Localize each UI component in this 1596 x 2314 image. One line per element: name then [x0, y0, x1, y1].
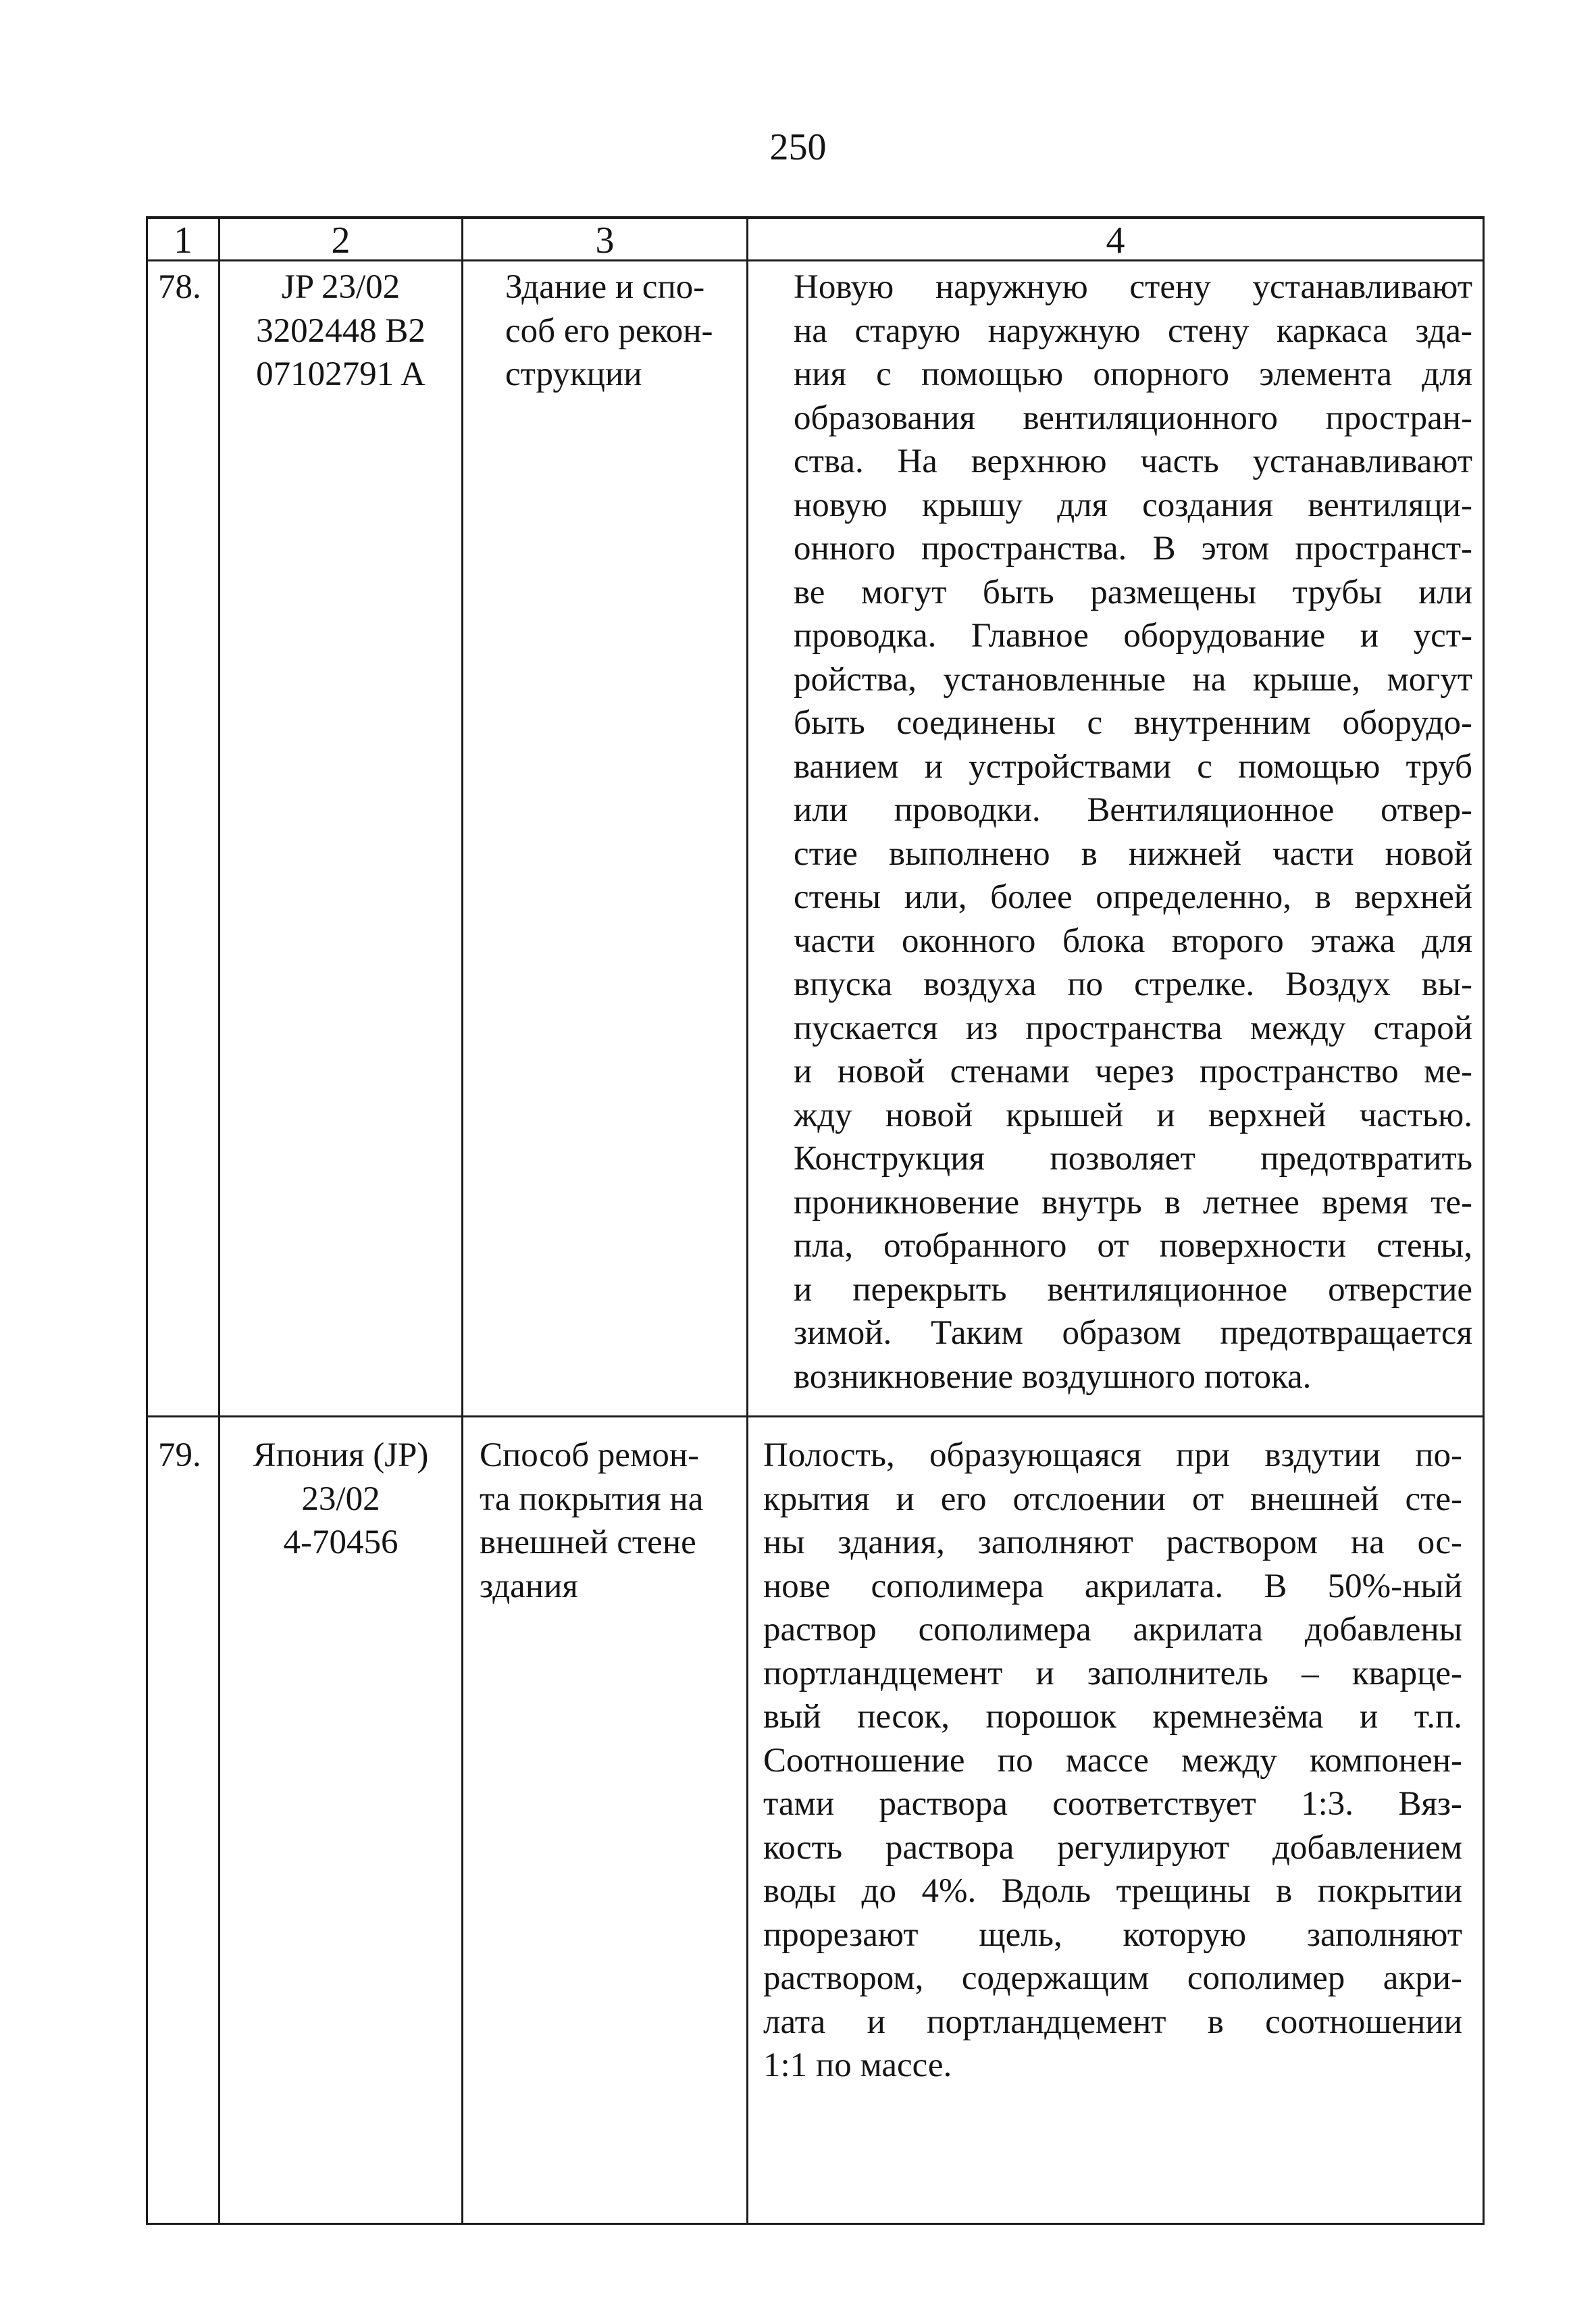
description-line: ства. На верхнюю часть устанавливают: [794, 443, 1472, 480]
description-line: стены или, более определенно, в верхней: [794, 878, 1472, 916]
description-line: раствором, содержащим сополимер акри-: [763, 1959, 1462, 1997]
col-divider-1: [218, 216, 220, 2225]
patent-description: [763, 1434, 1462, 2088]
description-line: впуска воздуха по стрелке. Воздух вы-: [794, 965, 1472, 1003]
patent-document-line: JP 23/02: [281, 268, 401, 306]
description-line: ройства, установленные на крыше, могут: [794, 660, 1472, 699]
table-border-right: [1483, 216, 1485, 2225]
description-line: раствор сополимера акрилата добавлены: [763, 1611, 1462, 1649]
description-line: онного пространства. В этом пространст-: [794, 530, 1472, 568]
description-line: проводка. Главное оборудование и уст-: [794, 617, 1472, 655]
description-line: пускается из пространства между старой: [794, 1009, 1472, 1047]
description-line: части оконного блока второго этажа для: [794, 922, 1472, 960]
patent-title-line: струкции: [505, 355, 642, 393]
header-col-3: 3: [595, 220, 615, 261]
table-border-left: [146, 216, 148, 2225]
description-line: зимой. Таким образом предотвращается: [794, 1314, 1472, 1352]
description-line: вый песок, порошок кремнезёма и т.п.: [763, 1698, 1462, 1736]
description-line: тами раствора соответствует 1:3. Вяз-: [763, 1785, 1462, 1823]
patent-document-line: 23/02: [301, 1480, 380, 1518]
patent-title: [480, 1434, 743, 1608]
description-line: крытия и его отслоении от внешней сте-: [763, 1480, 1462, 1518]
description-line: ве могут быть размещены трубы или: [794, 573, 1472, 611]
patent-title-line: внешней стене: [480, 1524, 696, 1561]
description-line: пла, отобранного от поверхности стены,: [794, 1227, 1472, 1265]
description-line: новую крышу для создания вентиляци-: [794, 486, 1472, 524]
description-line: и новой стенами через пространство ме-: [794, 1053, 1472, 1090]
patent-title-line: Способ ремон-: [480, 1436, 700, 1474]
description-line: Конструкция позволяет предотвратить: [794, 1140, 1472, 1178]
col-divider-3: [746, 216, 748, 2225]
description-line: жду новой крышей и верхней частью.: [794, 1096, 1472, 1134]
description-line: лата и портландцемент в соотношении: [763, 2003, 1462, 2041]
description-line: быть соединены с внутренним оборудо-: [794, 704, 1472, 742]
description-line: на старую наружную стену каркаса зда-: [794, 311, 1472, 350]
header-col-2: 2: [331, 220, 351, 261]
description-line: возникновение воздушного потока.: [794, 1357, 1312, 1396]
description-line: проникновение внутрь в летнее время те-: [794, 1183, 1472, 1222]
row-divider: [146, 1415, 1485, 1417]
description-line: ны здания, заполняют раствором на ос-: [763, 1524, 1462, 1561]
description-line: образования вентиляционного простран-: [794, 399, 1472, 437]
header-col-4: 4: [1106, 220, 1125, 261]
patent-document: [220, 266, 461, 397]
header-col-1: 1: [174, 220, 192, 261]
patent-document-line: 4-70456: [283, 1524, 398, 1561]
col-divider-2: [461, 216, 463, 2225]
row-number: 78.: [158, 268, 201, 306]
description-line: ванием и устройствами с помощью труб: [794, 747, 1472, 786]
description-line: воды до 4%. Вдоль трещины в покрытии: [763, 1872, 1462, 1910]
description-line: прорезают щель, которую заполняют: [763, 1915, 1462, 1954]
table-border-bottom: [146, 2223, 1485, 2225]
description-line: нове сополимера акрилата. В 50%-ный: [763, 1567, 1462, 1605]
patent-document-line: Япония (JP): [253, 1436, 429, 1474]
patent-title-line: соб его рекон-: [505, 311, 713, 350]
patent-description: [794, 266, 1472, 1399]
description-line: кость раствора регулируют добавлением: [763, 1828, 1462, 1867]
description-line: и перекрыть вентиляционное отверстие: [794, 1270, 1472, 1309]
page-number: 250: [769, 126, 827, 168]
patent-document-line: 3202448 B2: [256, 311, 426, 350]
patent-document: [220, 1434, 461, 1565]
patent-document-line: 07102791 A: [256, 355, 426, 393]
patent-title-line: та покрытия на: [480, 1480, 704, 1518]
patent-title-line: Здание и спо-: [505, 268, 705, 306]
description-line: или проводки. Вентиляционное отвер-: [794, 791, 1472, 829]
description-line: 1:1 по массе.: [763, 2046, 952, 2084]
description-line: портландцемент и заполнитель – кварце-: [763, 1654, 1462, 1692]
patent-title: [505, 266, 742, 397]
description-line: стие выполнено в нижней части новой: [794, 834, 1472, 873]
patent-title-line: здания: [480, 1567, 578, 1605]
row-number: 79.: [158, 1436, 201, 1474]
description-line: ния с помощью опорного элемента для: [794, 355, 1472, 393]
description-line: Полость, образующаяся при вздутии по-: [763, 1436, 1462, 1474]
description-line: Новую наружную стену устанавливают: [794, 268, 1472, 306]
description-line: Соотношение по массе между компонен-: [763, 1741, 1462, 1780]
